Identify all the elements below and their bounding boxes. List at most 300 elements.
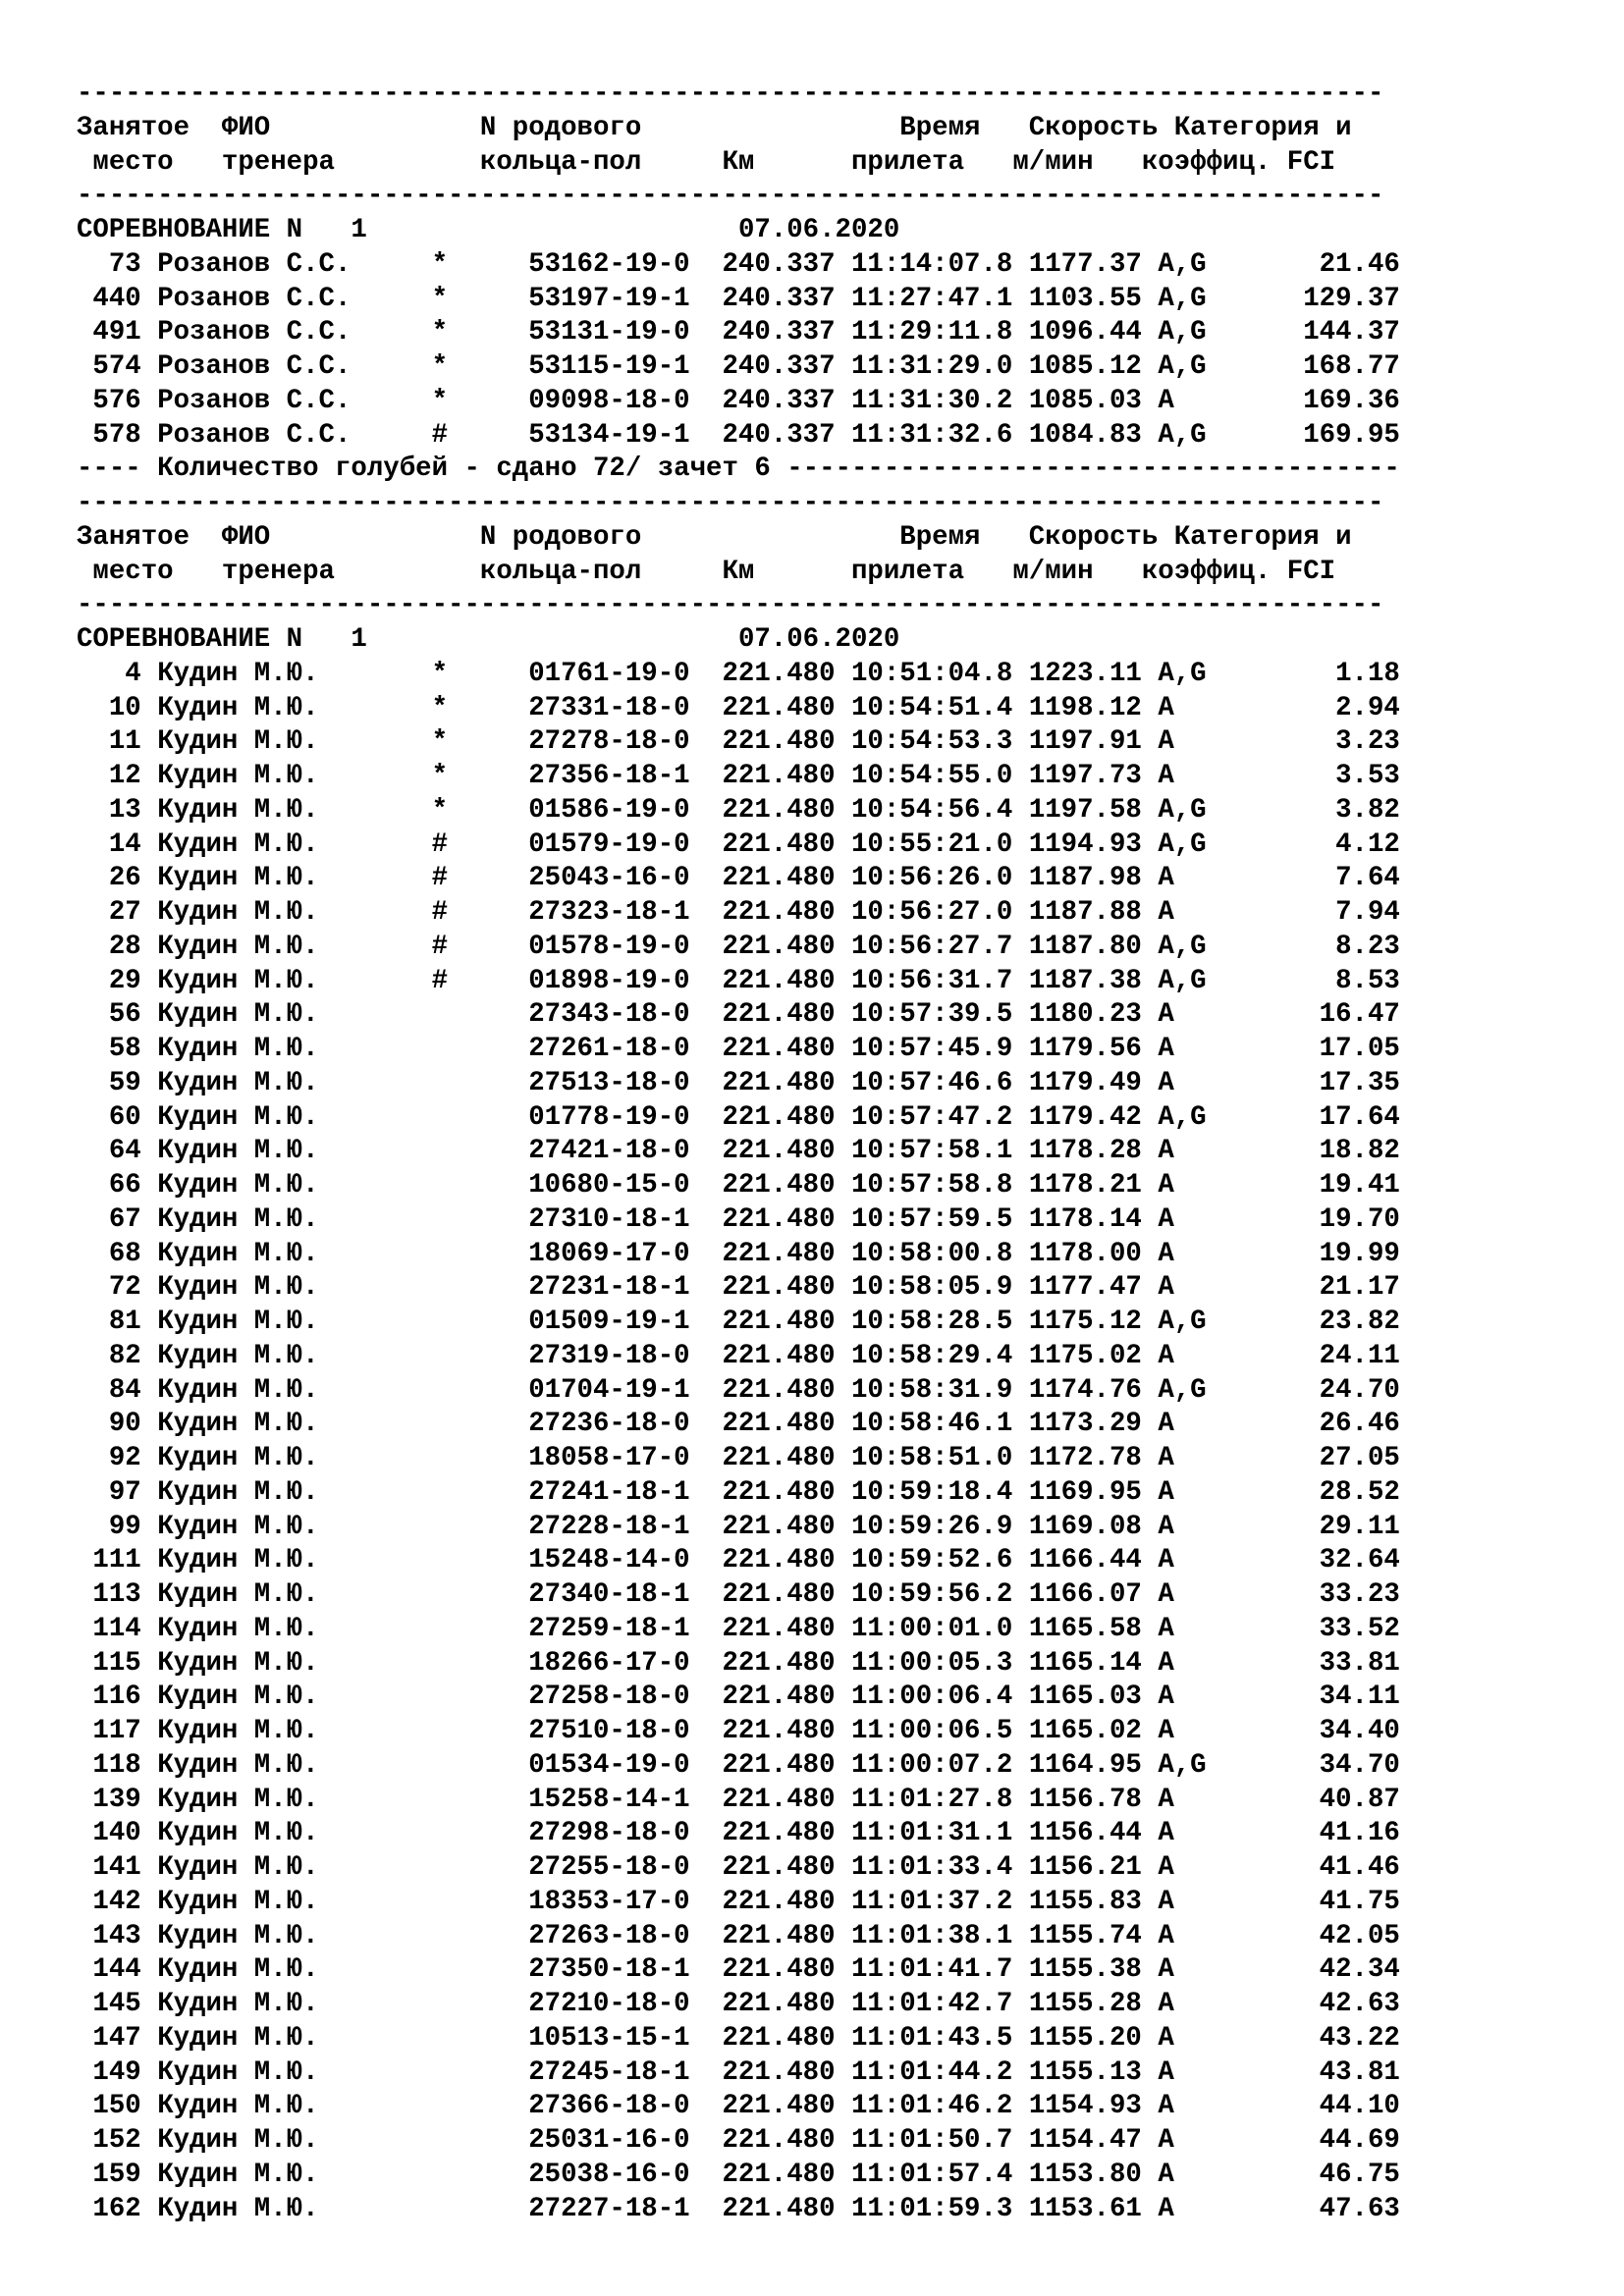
table-row [77,828,1400,863]
ring-cell: 09098-18-0 [528,385,690,416]
distance-cell: 221.480 [722,1203,836,1235]
table-row [77,1578,1400,1613]
table-row [77,1715,1400,1749]
ring-cell: 27255-18-0 [528,1852,690,1883]
time-cell: 11:00:05.3 [851,1647,1013,1679]
table-row [77,1511,1400,1545]
fci-cell: 27.05 [1222,1443,1400,1473]
time-cell: 10:57:46.6 [851,1067,1013,1098]
distance-cell: 240.337 [722,385,836,416]
trainer-cell: Кудин М.Ю. [157,2091,352,2122]
place-cell: 28 [77,931,141,962]
table-row [77,1544,1400,1578]
fci-cell: 18.82 [1222,1136,1400,1167]
trainer-cell: Кудин М.Ю. [157,1340,352,1371]
category-cell: A [1158,897,1207,928]
distance-cell: 240.337 [722,283,836,314]
table-row [77,1238,1400,1272]
time-cell: 10:58:29.4 [851,1340,1013,1371]
table-row [77,1271,1400,1306]
mark-cell [432,2057,448,2088]
trainer-cell: Кудин М.Ю. [157,1034,352,1064]
fci-cell: 19.41 [1222,1170,1400,1201]
trainer-cell: Кудин М.Ю. [157,2159,352,2190]
fci-cell: 17.05 [1222,1034,1400,1064]
mark-cell [432,999,448,1030]
trainer-cell: Кудин М.Ю. [157,2125,352,2156]
fci-cell: 16.47 [1222,999,1400,1031]
distance-cell: 221.480 [722,1579,836,1610]
category-cell: A [1158,1136,1207,1167]
mark-cell [432,1409,448,1439]
fci-cell: 7.94 [1222,897,1400,928]
trainer-cell: Кудин М.Ю. [157,897,352,928]
distance-cell: 221.480 [722,2125,836,2156]
distance-cell: 221.480 [722,1374,836,1406]
trainer-cell: Кудин М.Ю. [157,1749,352,1781]
mark-cell [432,1477,448,1508]
speed-cell: 1173.29 [1028,1409,1142,1440]
distance-cell: 221.480 [722,965,836,996]
category-cell: A [1158,2193,1207,2224]
speed-cell: 1165.58 [1028,1613,1142,1644]
time-cell: 11:31:32.6 [851,419,1013,451]
time-cell: 10:59:56.2 [851,1579,1013,1610]
distance-cell: 221.480 [722,1920,836,1951]
fci-cell: 24.70 [1222,1374,1400,1406]
place-cell: 72 [77,1272,141,1304]
category-cell: A,G [1158,317,1207,348]
ring-cell: 15258-14-1 [528,1784,690,1815]
speed-cell: 1175.12 [1028,1307,1142,1337]
category-cell: A [1158,385,1207,416]
distance-cell: 221.480 [722,1034,836,1064]
distance-cell: 221.480 [722,1238,836,1269]
ring-cell: 01509-19-1 [528,1307,690,1337]
mark-cell [432,1272,448,1303]
category-cell: A [1158,1238,1207,1269]
mark-cell: * [431,248,449,280]
time-cell: 11:01:33.4 [851,1852,1013,1883]
category-cell: A [1158,1886,1207,1917]
table-row [77,1442,1400,1476]
ring-cell: 18069-17-0 [528,1238,690,1269]
distance-cell: 221.480 [722,1954,836,1986]
mark-cell: * [431,658,449,689]
ring-cell: 27343-18-0 [528,999,690,1031]
place-cell: 13 [77,794,141,826]
mark-cell: * [431,692,449,723]
distance-cell: 221.480 [722,794,836,826]
table-row [77,1647,1400,1682]
top-rule: --------------------------------------------------------------------------------- [77,79,1384,109]
category-cell: A [1158,1818,1207,1849]
place-cell: 12 [77,761,141,791]
distance-cell: 221.480 [722,1067,836,1098]
time-cell: 10:56:31.7 [851,965,1013,996]
distance-cell: 221.480 [722,1784,836,1815]
trainer-cell: Кудин М.Ю. [157,1545,352,1576]
table-row [77,385,1400,419]
distance-cell: 221.480 [722,1886,836,1917]
table-row [77,760,1400,794]
fci-cell: 168.77 [1222,351,1400,382]
distance-cell: 221.480 [722,1443,836,1473]
trainer-cell: Кудин М.Ю. [157,1307,352,1337]
category-cell: A [1158,1716,1207,1746]
trainer-cell: Кудин М.Ю. [157,1443,352,1473]
fci-cell: 169.95 [1222,419,1400,451]
mark-cell [432,1443,448,1473]
ring-cell: 18058-17-0 [528,1443,690,1473]
mark-cell [432,2125,448,2156]
trainer-cell: Кудин М.Ю. [157,794,352,826]
speed-cell: 1187.38 [1028,965,1142,996]
speed-cell: 1194.93 [1028,828,1142,860]
trainer-cell: Кудин М.Ю. [157,1784,352,1815]
trainer-cell: Розанов С.С. [157,419,352,451]
mark-cell: # [431,863,449,894]
place-cell: 440 [77,283,141,314]
category-cell: A [1158,1784,1207,1815]
ring-cell: 27236-18-0 [528,1409,690,1440]
speed-cell: 1154.93 [1028,2091,1142,2122]
category-cell: A,G [1158,658,1207,689]
fci-cell: 17.64 [1222,1101,1400,1133]
place-cell: 66 [77,1170,141,1201]
speed-cell: 1197.73 [1028,761,1142,791]
speed-cell: 1156.21 [1028,1852,1142,1883]
distance-cell: 221.480 [722,692,836,723]
time-cell: 11:00:06.4 [851,1682,1013,1713]
place-cell: 149 [77,2056,141,2088]
ring-cell: 53115-19-1 [528,351,690,382]
place-cell: 56 [77,999,141,1031]
competition-line [77,214,1400,248]
time-cell: 10:51:04.8 [851,658,1013,689]
place-cell: 576 [77,385,141,416]
trainer-cell: Кудин М.Ю. [157,1886,352,1917]
table-row [77,1851,1400,1886]
distance-cell: 240.337 [722,351,836,382]
category-cell: A [1158,726,1207,758]
ring-cell: 27513-18-0 [528,1067,690,1098]
speed-cell: 1155.83 [1028,1886,1142,1917]
place-cell: 144 [77,1954,141,1986]
time-cell: 11:01:37.2 [851,1886,1013,1917]
category-cell: A [1158,2022,1207,2054]
fci-cell: 19.99 [1222,1238,1400,1269]
speed-cell: 1197.91 [1028,726,1142,758]
trainer-cell: Кудин М.Ю. [157,1920,352,1951]
table-row [77,419,1400,454]
distance-cell: 221.480 [722,1409,836,1440]
place-cell: 111 [77,1545,141,1576]
place-cell: 58 [77,1034,141,1064]
ring-cell: 27350-18-1 [528,1954,690,1986]
table-row [77,1613,1400,1647]
mark-cell: * [431,317,449,348]
column-header-line-1: Занятое ФИО N родового Время Скорость Категория и [77,521,1352,553]
trainer-cell: Кудин М.Ю. [157,1203,352,1235]
place-cell: 491 [77,317,141,348]
distance-cell: 221.480 [722,1818,836,1849]
speed-cell: 1178.21 [1028,1170,1142,1201]
distance-cell: 240.337 [722,419,836,451]
fci-cell: 32.64 [1222,1545,1400,1576]
time-cell: 10:59:26.9 [851,1511,1013,1542]
trainer-cell: Кудин М.Ю. [157,1682,352,1713]
table-row [77,1749,1400,1784]
mark-cell [432,1852,448,1883]
distance-cell: 221.480 [722,2091,836,2122]
time-cell: 10:54:53.3 [851,726,1013,758]
table-row [77,2022,1400,2056]
trainer-cell: Розанов С.С. [157,351,352,382]
mark-cell: * [431,761,449,791]
mark-cell [432,1716,448,1746]
speed-cell: 1096.44 [1028,317,1142,348]
ring-cell: 01704-19-1 [528,1374,690,1406]
speed-cell: 1169.95 [1028,1476,1142,1508]
table-row [77,2159,1400,2193]
speed-cell: 1178.14 [1028,1203,1142,1235]
distance-cell: 221.480 [722,1716,836,1746]
speed-cell: 1198.12 [1028,692,1142,723]
table-row [77,1203,1400,1238]
trainer-cell: Розанов С.С. [157,248,352,280]
table-row [77,316,1400,350]
trainer-cell: Розанов С.С. [157,385,352,416]
mark-cell [432,1068,448,1098]
column-header-line-2: место тренера кольца-пол Км прилета м/мин коэффиц. FCI [77,146,1336,178]
ring-cell: 18353-17-0 [528,1886,690,1917]
fci-cell: 21.17 [1222,1272,1400,1304]
place-cell: 114 [77,1613,141,1644]
table-row [77,350,1400,385]
mark-cell [432,1307,448,1337]
category-cell: A [1158,2159,1207,2190]
distance-cell: 221.480 [722,2193,836,2224]
time-cell: 11:29:11.8 [851,317,1013,348]
fci-cell: 33.81 [1222,1647,1400,1679]
table-row [77,1953,1400,1988]
table-row [77,725,1400,760]
distance-cell: 221.480 [722,897,836,928]
speed-cell: 1180.23 [1028,999,1142,1031]
time-cell: 10:56:26.0 [851,863,1013,894]
trainer-cell: Кудин М.Ю. [157,1409,352,1440]
trainer-cell: Кудин М.Ю. [157,1818,352,1849]
category-cell: A,G [1158,931,1207,962]
ring-cell: 10513-15-1 [528,2022,690,2054]
category-cell: A,G [1158,419,1207,451]
mark-cell [432,1579,448,1610]
distance-cell: 221.480 [722,999,836,1031]
time-cell: 10:58:05.9 [851,1272,1013,1304]
distance-cell: 221.480 [722,931,836,962]
mark-cell [432,1887,448,1917]
ring-cell: 27231-18-1 [528,1272,690,1304]
time-cell: 10:58:31.9 [851,1374,1013,1406]
table-row [77,2090,1400,2124]
ring-cell: 27323-18-1 [528,897,690,928]
mark-cell [432,1954,448,1985]
trainer-cell: Кудин М.Ю. [157,1989,352,2019]
trainer-cell: Кудин М.Ю. [157,2022,352,2054]
table-row [77,965,1400,999]
place-cell: 574 [77,351,141,382]
place-cell: 143 [77,1920,141,1951]
fci-cell: 17.35 [1222,1067,1400,1098]
fci-cell: 144.37 [1222,317,1400,348]
fci-cell: 42.63 [1222,1989,1400,2019]
place-cell: 14 [77,828,141,860]
time-cell: 11:01:59.3 [851,2193,1013,2224]
time-cell: 11:14:07.8 [851,248,1013,280]
category-cell: A [1158,1170,1207,1201]
fci-cell: 42.05 [1222,1920,1400,1951]
fci-cell: 43.22 [1222,2022,1400,2054]
ring-cell: 27241-18-1 [528,1476,690,1508]
ring-cell: 01778-19-0 [528,1101,690,1133]
trainer-cell: Кудин М.Ю. [157,1374,352,1406]
place-cell: 82 [77,1340,141,1371]
time-cell: 11:31:30.2 [851,385,1013,416]
mark-cell: * [431,283,449,314]
mark-cell: * [431,794,449,826]
category-cell: A [1158,1272,1207,1304]
time-cell: 11:01:43.5 [851,2022,1013,2054]
speed-cell: 1165.03 [1028,1682,1142,1713]
fci-cell: 33.52 [1222,1613,1400,1644]
ring-cell: 01761-19-0 [528,658,690,689]
distance-cell: 221.480 [722,1101,836,1133]
table-row [77,2124,1400,2159]
ring-cell: 27366-18-0 [528,2091,690,2122]
column-header-line-1: Занятое ФИО N родового Время Скорость Категория и [77,112,1352,143]
trainer-cell: Кудин М.Ю. [157,1716,352,1746]
ring-cell: 27245-18-1 [528,2056,690,2088]
place-cell: 73 [77,248,141,280]
distance-cell: 221.480 [722,2159,836,2190]
category-cell: A [1158,2091,1207,2122]
ring-cell: 27340-18-1 [528,1579,690,1610]
fci-cell: 41.16 [1222,1818,1400,1849]
ring-cell: 25038-16-0 [528,2159,690,2190]
table-row [77,1340,1400,1374]
mark-cell [432,1170,448,1201]
distance-cell: 221.480 [722,1749,836,1781]
table-row [77,862,1400,896]
trainer-cell: Кудин М.Ю. [157,761,352,791]
time-cell: 10:56:27.0 [851,897,1013,928]
mark-cell [432,1102,448,1133]
category-cell: A [1158,1511,1207,1542]
mark-cell [432,1989,448,2019]
place-cell: 90 [77,1409,141,1440]
fci-cell: 44.69 [1222,2125,1400,2156]
time-cell: 10:57:58.8 [851,1170,1013,1201]
trainer-cell: Розанов С.С. [157,283,352,314]
time-cell: 10:57:59.5 [851,1203,1013,1235]
distance-cell: 221.480 [722,1989,836,2019]
category-cell: A [1158,1203,1207,1235]
category-cell: A,G [1158,283,1207,314]
speed-cell: 1153.80 [1028,2159,1142,2190]
distance-cell: 221.480 [722,1682,836,1713]
place-cell: 162 [77,2193,141,2224]
trainer-cell: Кудин М.Ю. [157,1170,352,1201]
place-cell: 116 [77,1682,141,1713]
mark-cell: * [431,385,449,416]
fci-cell: 21.46 [1222,248,1400,280]
ring-cell: 25043-16-0 [528,863,690,894]
category-cell: A [1158,1852,1207,1883]
column-header-line-2: место тренера кольца-пол Км прилета м/мин коэффиц. FCI [77,556,1336,587]
speed-cell: 1177.37 [1028,248,1142,280]
speed-cell: 1172.78 [1028,1443,1142,1473]
place-cell: 97 [77,1476,141,1508]
trainer-cell: Кудин М.Ю. [157,1136,352,1167]
mark-cell [432,1750,448,1781]
ring-cell: 01586-19-0 [528,794,690,826]
competition-date: 07.06.2020 [737,215,900,245]
ring-cell: 27258-18-0 [528,1682,690,1713]
category-cell: A [1158,999,1207,1031]
category-cell: A,G [1158,1749,1207,1781]
place-cell: 92 [77,1443,141,1473]
time-cell: 11:01:31.1 [851,1818,1013,1849]
table-row [77,1886,1400,1920]
ring-cell: 27319-18-0 [528,1340,690,1371]
place-cell: 145 [77,1989,141,2019]
time-cell: 10:57:45.9 [851,1034,1013,1064]
distance-cell: 221.480 [722,761,836,791]
distance-cell: 221.480 [722,1136,836,1167]
category-cell: A,G [1158,1307,1207,1337]
time-cell: 11:01:42.7 [851,1989,1013,2019]
time-cell: 11:01:27.8 [851,1784,1013,1815]
ring-cell: 27210-18-0 [528,1989,690,2019]
place-cell: 117 [77,1716,141,1746]
trainer-cell: Кудин М.Ю. [157,2056,352,2088]
time-cell: 11:00:07.2 [851,1749,1013,1781]
place-cell: 99 [77,1511,141,1542]
fci-cell: 169.36 [1222,385,1400,416]
fci-cell: 46.75 [1222,2159,1400,2190]
mark-cell [432,1545,448,1575]
table-row [77,1784,1400,1818]
speed-cell: 1187.88 [1028,897,1142,928]
mark-cell: # [431,897,449,928]
ring-cell: 01579-19-0 [528,828,690,860]
fci-cell: 3.53 [1222,761,1400,791]
speed-cell: 1169.08 [1028,1511,1142,1542]
mark-cell [432,1785,448,1815]
time-cell: 11:27:47.1 [851,283,1013,314]
time-cell: 11:01:44.2 [851,2056,1013,2088]
table-row [77,2193,1400,2227]
table-row [77,1408,1400,1442]
fci-cell: 42.34 [1222,1954,1400,1986]
mark-cell [432,1034,448,1064]
time-cell: 10:58:46.1 [851,1409,1013,1440]
fci-cell: 129.37 [1222,283,1400,314]
fci-cell: 7.64 [1222,863,1400,894]
trainer-cell: Кудин М.Ю. [157,2193,352,2224]
place-cell: 68 [77,1238,141,1269]
